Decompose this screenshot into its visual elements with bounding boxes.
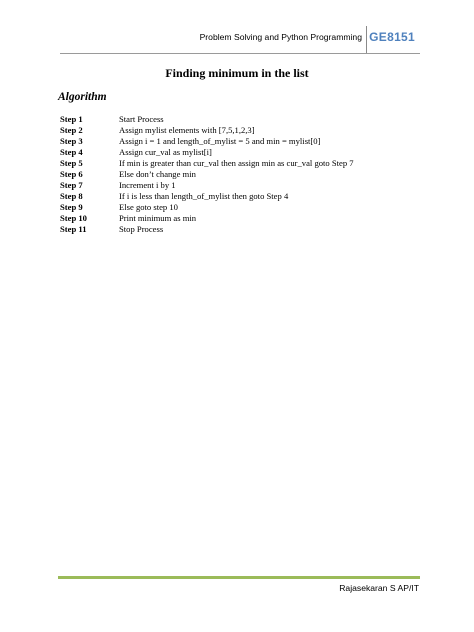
step-row [60, 213, 420, 224]
step-label: Step 3 [60, 136, 83, 146]
step-text: Stop Process [119, 224, 164, 234]
step-row [60, 147, 420, 158]
step-row [60, 191, 420, 202]
step-text: Print minimum as min [119, 213, 197, 223]
footer-rule [58, 576, 420, 579]
footer-author: Rajasekaran S AP/IT [339, 583, 419, 593]
step-text: Increment i by 1 [119, 180, 176, 190]
step-row [60, 180, 420, 191]
document-title: Finding minimum in the list [165, 66, 309, 80]
step-text: Assign i = 1 and length_of_mylist = 5 and min = mylist[0] [119, 136, 321, 146]
step-label: Step 1 [60, 114, 83, 124]
step-label: Step 7 [60, 180, 83, 190]
step-text: Assign cur_val as mylist[i] [119, 147, 212, 157]
step-label: Step 9 [60, 202, 83, 212]
step-label: Step 11 [60, 224, 87, 234]
header-course-title: Problem Solving and Python Programming [199, 32, 362, 42]
step-row [60, 202, 420, 213]
step-text: Start Process [119, 114, 164, 124]
step-row [60, 114, 420, 125]
header-rule [60, 53, 420, 54]
step-label: Step 5 [60, 158, 83, 168]
step-text: Else goto step 10 [119, 202, 178, 212]
step-row [60, 224, 420, 235]
step-label: Step 6 [60, 169, 83, 179]
step-text: Assign mylist elements with [7,5,1,2,3] [119, 125, 255, 135]
step-label: Step 2 [60, 125, 83, 135]
step-row [60, 136, 420, 147]
step-text: If min is greater than cur_val then assign min as cur_val goto Step 7 [119, 158, 354, 168]
step-label: Step 4 [60, 147, 83, 157]
step-row [60, 158, 420, 169]
step-label: Step 10 [60, 213, 87, 223]
header-course-code: GE8151 [369, 30, 415, 44]
algorithm-steps [60, 114, 420, 235]
section-heading-algorithm: Algorithm [58, 91, 107, 103]
step-label: Step 8 [60, 191, 83, 201]
header-divider [366, 26, 368, 54]
page-header [60, 24, 420, 54]
step-row [60, 169, 420, 180]
step-text: If i is less than length_of_mylist then goto Step 4 [119, 191, 289, 201]
step-row [60, 125, 420, 136]
step-text: Else don’t change min [119, 169, 196, 179]
